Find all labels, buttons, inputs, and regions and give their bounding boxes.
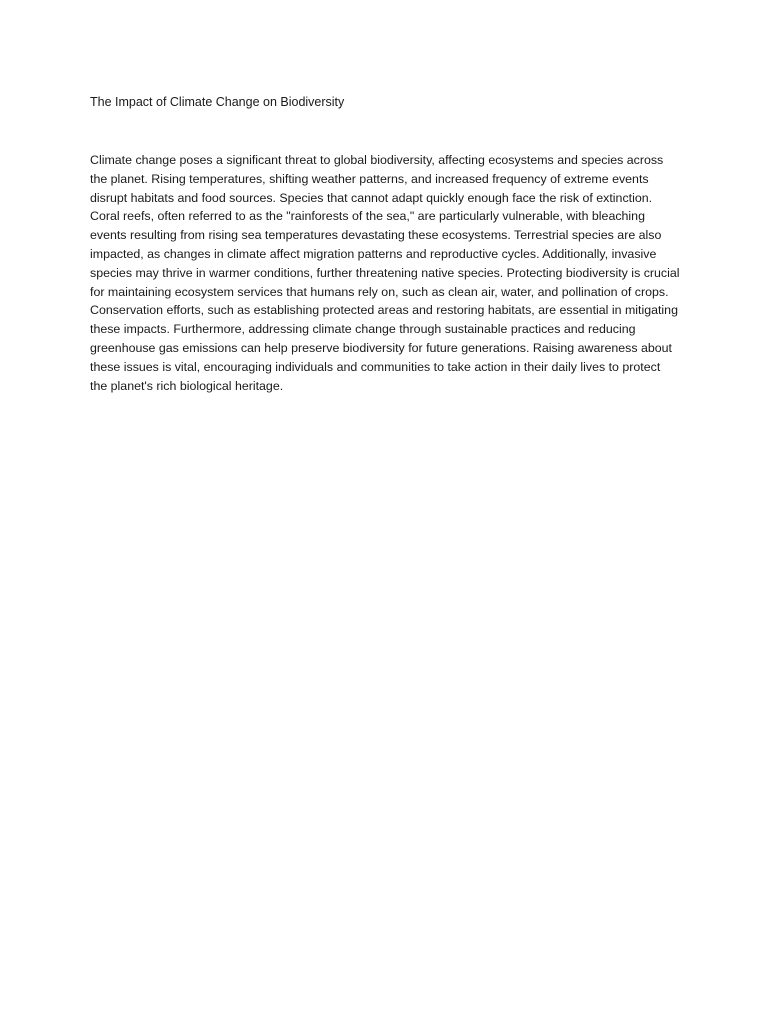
document-title: The Impact of Climate Change on Biodiversity <box>90 95 345 109</box>
body-paragraph: Climate change poses a significant threat to global biodiversity, affecting ecosystems and species across the planet. Rising temperatures, shifting weather patterns, and increased frequency of extreme events disrupt habitats and food sources. Species that cannot adapt quickly enough face the risk of extinction. Coral reefs, often referred to as the "rainforests of the sea," are particularly vulnerable, with bleaching events resulting from rising sea temperatures devastating these ecosystems. Terrestrial species are also impacted, as changes in climate affect migration patterns and reproductive cycles. Additionally, invasive species may thrive in warmer conditions, further threatening native species. Protecting biodiversity is crucial for maintaining ecosystem services that humans rely on, such as clean air, water, and pollination of crops. Conservation efforts, such as establishing protected areas and restoring habitats, are essential in mitigating these impacts. Furthermore, addressing climate change through sustainable practices and reducing greenhouse gas emissions can help preserve biodiversity for future generations. Raising awareness about these issues is vital, encouraging individuals and communities to take action in their daily lives to protect the planet's rich biological heritage. <box>90 153 680 393</box>
